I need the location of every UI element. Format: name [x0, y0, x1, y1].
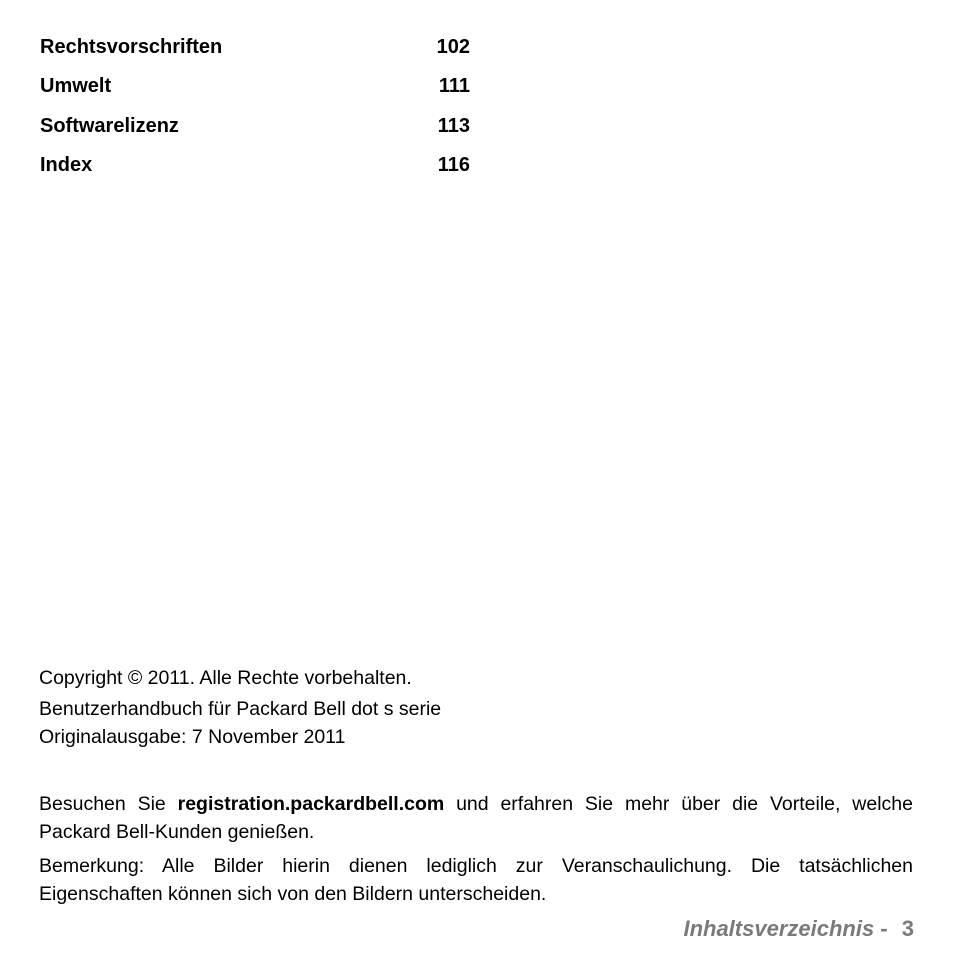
registration-link[interactable]: registration.packardbell.com	[177, 793, 445, 815]
toc-entry-page: 111	[438, 75, 470, 98]
toc-entry-title: Softwarelizenz	[40, 114, 179, 137]
manual-title-line: Benutzerhandbuch für Packard Bell dot s serie	[39, 698, 442, 720]
toc-entry-index[interactable]	[40, 152, 470, 191]
registration-paragraph	[39, 790, 913, 846]
notes-section	[39, 790, 913, 914]
edition-line: Originalausgabe: 7 November 2011	[39, 726, 346, 748]
copyright-line: Copyright © 2011. Alle Rechte vorbehalten.	[39, 667, 412, 689]
toc-entry-title: Index	[40, 153, 93, 176]
page-number: 3	[901, 916, 914, 941]
toc-entry-umwelt[interactable]	[40, 73, 470, 112]
registration-suffix: und erfahren Sie mehr über die Vorteile, welche Packard Bell-Kunden genießen.	[39, 793, 913, 843]
toc-entry-page: 102	[436, 36, 470, 58]
toc-entry-rechtsvorschriften[interactable]	[40, 34, 470, 73]
table-of-contents	[40, 34, 470, 191]
toc-entry-page: 113	[437, 114, 470, 137]
toc-entry-title: Rechtsvorschriften	[40, 36, 223, 58]
toc-entry-softwarelizenz[interactable]	[40, 113, 470, 152]
toc-entry-page: 116	[437, 153, 470, 176]
toc-entry-title: Umwelt	[40, 75, 112, 98]
remark-paragraph: Bemerkung: Alle Bilder hierin dienen lediglich zur Veranschaulichung. Die tatsächlichen Eigenschaften können sich von den Bildern unterscheiden.	[39, 855, 913, 905]
registration-prefix: Besuchen Sie	[39, 793, 178, 815]
publication-info	[39, 664, 914, 751]
page-footer	[683, 914, 914, 944]
footer-section-title: Inhaltsverzeichnis -	[683, 916, 894, 941]
